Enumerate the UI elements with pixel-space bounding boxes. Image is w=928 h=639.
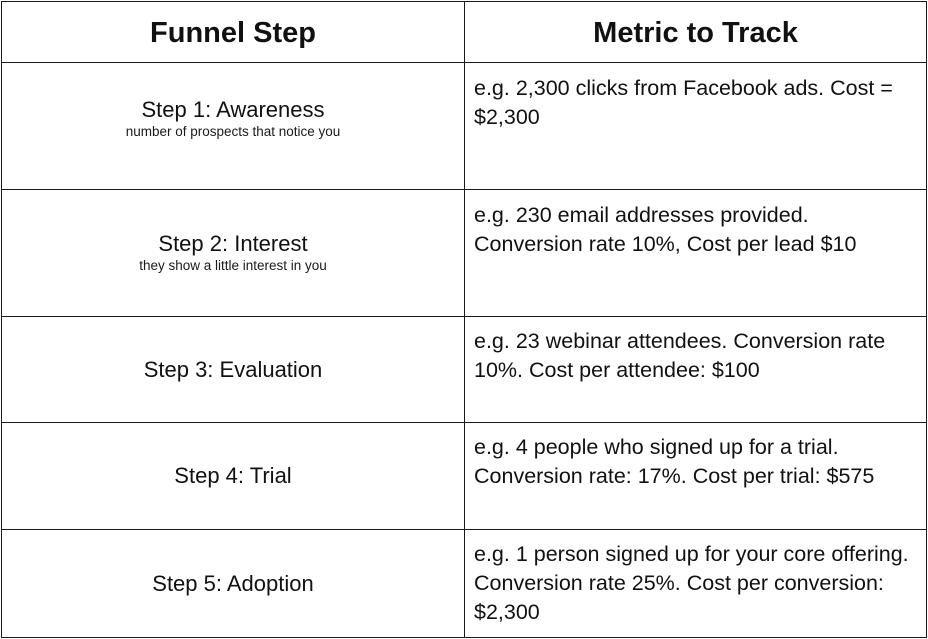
step-cell [2, 317, 465, 423]
step-title: Step 4: Trial [174, 463, 292, 488]
metric-cell: e.g. 2,300 clicks from Facebook ads. Cost = $2,300 [465, 63, 927, 190]
step-title: Step 2: Interest [158, 231, 308, 256]
step-title: Step 1: Awareness [141, 97, 325, 122]
header-metric-to-track: Metric to Track [465, 2, 927, 63]
step-cell [2, 63, 465, 190]
step-cell [2, 423, 465, 530]
metric-cell: e.g. 23 webinar attendees. Conversion rate 10%. Cost per attendee: $100 [465, 317, 927, 423]
step-cell [2, 530, 465, 638]
step-title: Step 3: Evaluation [143, 356, 323, 382]
metric-cell: e.g. 230 email addresses provided. Conversion rate 10%, Cost per lead $10 [465, 190, 927, 317]
table-row [2, 530, 927, 638]
funnel-metrics-table [1, 1, 927, 638]
metric-cell: e.g. 1 person signed up for your core offering. Conversion rate 25%. Cost per conversion: $2,300 [465, 530, 927, 638]
table-row [2, 190, 927, 317]
step-title: Step 5: Adoption [152, 570, 314, 596]
table-row [2, 63, 927, 190]
step-description: they show a little interest in you [139, 258, 327, 273]
table-row [2, 423, 927, 530]
table-row [2, 317, 927, 423]
table-header-row [2, 2, 927, 63]
step-cell [2, 190, 465, 317]
metric-cell: e.g. 4 people who signed up for a trial. Conversion rate: 17%. Cost per trial: $575 [465, 423, 927, 530]
step-description: number of prospects that notice you [125, 124, 341, 139]
header-funnel-step: Funnel Step [2, 2, 465, 63]
